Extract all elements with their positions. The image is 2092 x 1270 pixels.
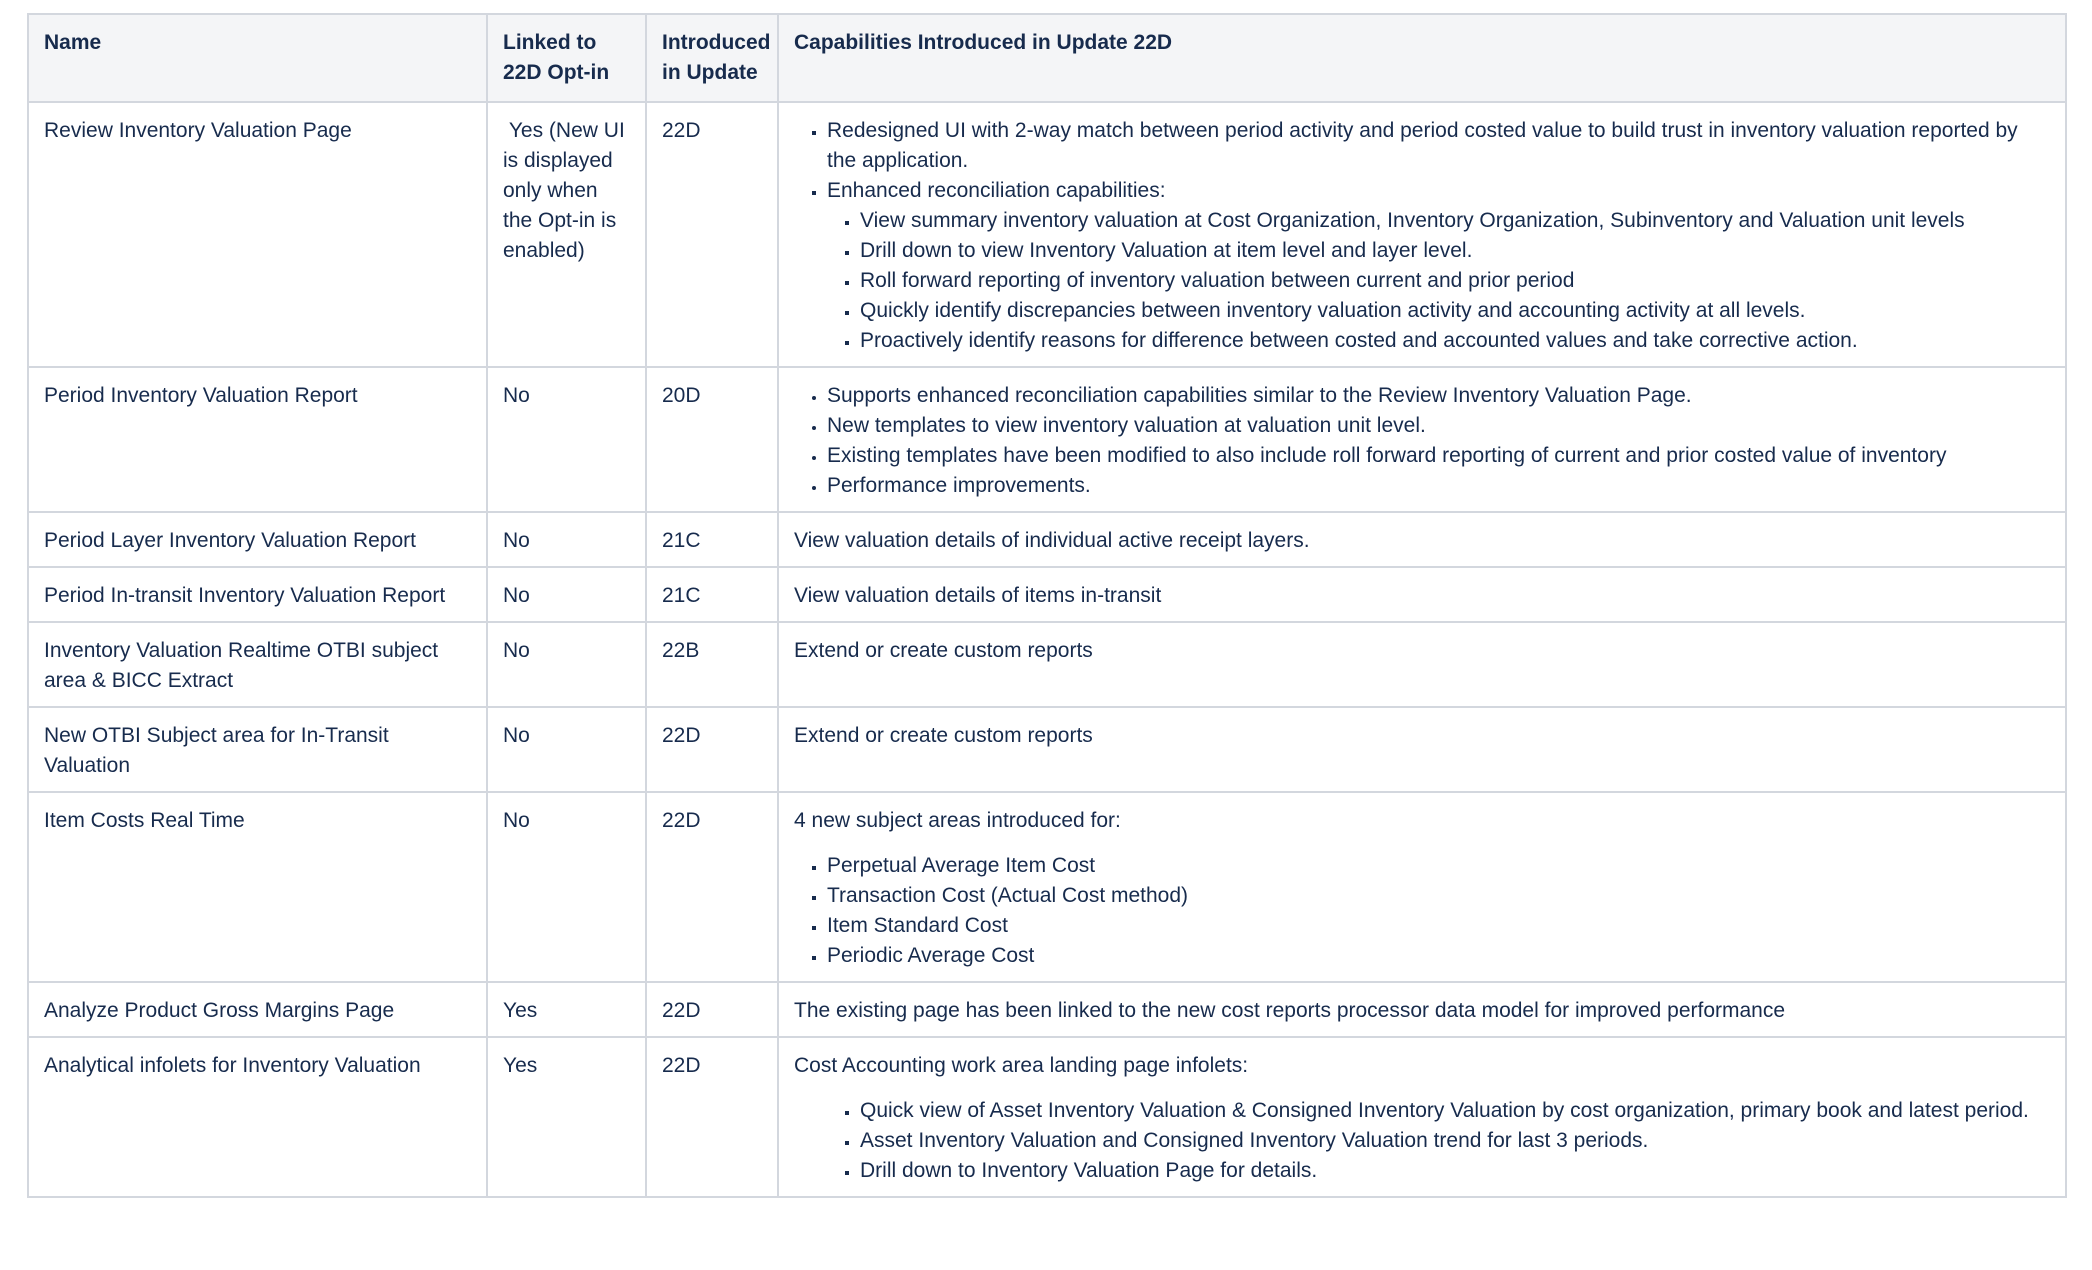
- table-row: [28, 367, 2066, 512]
- list-item: ▪ Quickly identify discrepancies between inventory valuation activity and accounting activity at all levels.: [860, 296, 2050, 326]
- cell-introduced: 22D: [646, 1037, 778, 1197]
- cell-name: Inventory Valuation Realtime OTBI subject area & BICC Extract: [28, 622, 487, 707]
- list-item: ▪ View summary inventory valuation at Cost Organization, Inventory Organization, Subinventory and Valuation unit levels: [860, 206, 2050, 236]
- cell-capabilities: [778, 792, 2066, 982]
- list-item: ▪ Proactively identify reasons for difference between costed and accounted values and take corrective action.: [860, 326, 2050, 356]
- cell-name: Analyze Product Gross Margins Page: [28, 982, 487, 1037]
- capabilities-table-container: [27, 13, 2067, 1198]
- list-item: ▪ Drill down to view Inventory Valuation at item level and layer level.: [860, 236, 2050, 266]
- table-row: [28, 707, 2066, 792]
- cell-introduced: 22D: [646, 792, 778, 982]
- cell-linked: Yes: [487, 982, 646, 1037]
- cell-capabilities: View valuation details of individual active receipt layers.: [778, 512, 2066, 567]
- list-item: • Supports enhanced reconciliation capabilities similar to the Review Inventory Valuation Page.: [827, 381, 2050, 411]
- cell-introduced: 22D: [646, 707, 778, 792]
- cell-capabilities: [778, 367, 2066, 512]
- table-row: [28, 102, 2066, 367]
- cell-name: Item Costs Real Time: [28, 792, 487, 982]
- cell-linked: No: [487, 567, 646, 622]
- table-row: [28, 982, 2066, 1037]
- cell-name: Period Layer Inventory Valuation Report: [28, 512, 487, 567]
- cell-linked: No: [487, 367, 646, 512]
- header-linked-opt-in: Linked to 22D Opt-in: [487, 14, 646, 102]
- capabilities-table: [27, 13, 2067, 1198]
- header-introduced-update: Introduced in Update: [646, 14, 778, 102]
- bullet-list: [794, 851, 2050, 971]
- header-capabilities: Capabilities Introduced in Update 22D: [778, 14, 2066, 102]
- cell-name: Analytical infolets for Inventory Valuation: [28, 1037, 487, 1197]
- bullet-list: [794, 116, 2050, 356]
- list-item: ▪ Periodic Average Cost: [827, 941, 2050, 971]
- cell-linked: No: [487, 707, 646, 792]
- bullet-list: [794, 1096, 2050, 1186]
- cell-name: New OTBI Subject area for In-Transit Valuation: [28, 707, 487, 792]
- cell-linked: Yes (New UI is displayed only when the Opt-in is enabled): [487, 102, 646, 367]
- list-item: ▪ Redesigned UI with 2-way match between period activity and period costed value to build trust in inventory valuation reported by the application.: [827, 116, 2050, 176]
- table-row: [28, 1037, 2066, 1197]
- cell-introduced: 22D: [646, 102, 778, 367]
- cell-introduced: 22B: [646, 622, 778, 707]
- cell-intro-text: Cost Accounting work area landing page infolets:: [794, 1054, 1249, 1077]
- list-item-label: Enhanced reconciliation capabilities:: [827, 179, 1166, 202]
- bullet-list: [794, 381, 2050, 501]
- list-item: ▪ Roll forward reporting of inventory valuation between current and prior period: [860, 266, 2050, 296]
- cell-capabilities: View valuation details of items in-transit: [778, 567, 2066, 622]
- list-item: ▪ Quick view of Asset Inventory Valuation & Consigned Inventory Valuation by cost organization, primary book and latest period.: [860, 1096, 2050, 1126]
- cell-introduced: 21C: [646, 512, 778, 567]
- sub-bullet-list: [827, 206, 2050, 356]
- table-row: [28, 792, 2066, 982]
- cell-capabilities: [778, 102, 2066, 367]
- list-item: • Performance improvements.: [827, 471, 2050, 501]
- list-item: ▪ Asset Inventory Valuation and Consigned Inventory Valuation trend for last 3 periods.: [860, 1126, 2050, 1156]
- cell-name: Period In-transit Inventory Valuation Report: [28, 567, 487, 622]
- table-row: [28, 512, 2066, 567]
- cell-capabilities: Extend or create custom reports: [778, 622, 2066, 707]
- cell-capabilities: [778, 1037, 2066, 1197]
- cell-introduced: 20D: [646, 367, 778, 512]
- cell-intro-text: 4 new subject areas introduced for:: [794, 809, 1121, 832]
- cell-name: Review Inventory Valuation Page: [28, 102, 487, 367]
- list-item: ▪ Transaction Cost (Actual Cost method): [827, 881, 2050, 911]
- table-header-row: [28, 14, 2066, 102]
- cell-introduced: 21C: [646, 567, 778, 622]
- list-item: ▪ Perpetual Average Item Cost: [827, 851, 2050, 881]
- list-item: ▪ Item Standard Cost: [827, 911, 2050, 941]
- list-item: • New templates to view inventory valuation at valuation unit level.: [827, 411, 2050, 441]
- list-item-container: [827, 1096, 2050, 1186]
- cell-linked: No: [487, 792, 646, 982]
- cell-linked: No: [487, 512, 646, 567]
- table-row: [28, 622, 2066, 707]
- list-item: • Existing templates have been modified to also include roll forward reporting of current and prior costed value of inventory: [827, 441, 2050, 471]
- header-name: Name: [28, 14, 487, 102]
- sub-bullet-list: [827, 1096, 2050, 1186]
- cell-linked: Yes: [487, 1037, 646, 1197]
- cell-capabilities: Extend or create custom reports: [778, 707, 2066, 792]
- cell-name: Period Inventory Valuation Report: [28, 367, 487, 512]
- cell-introduced: 22D: [646, 982, 778, 1037]
- table-row: [28, 567, 2066, 622]
- list-item: [827, 176, 2050, 356]
- cell-linked: No: [487, 622, 646, 707]
- cell-capabilities: The existing page has been linked to the new cost reports processor data model for improved performance: [778, 982, 2066, 1037]
- list-item: ▪ Drill down to Inventory Valuation Page for details.: [860, 1156, 2050, 1186]
